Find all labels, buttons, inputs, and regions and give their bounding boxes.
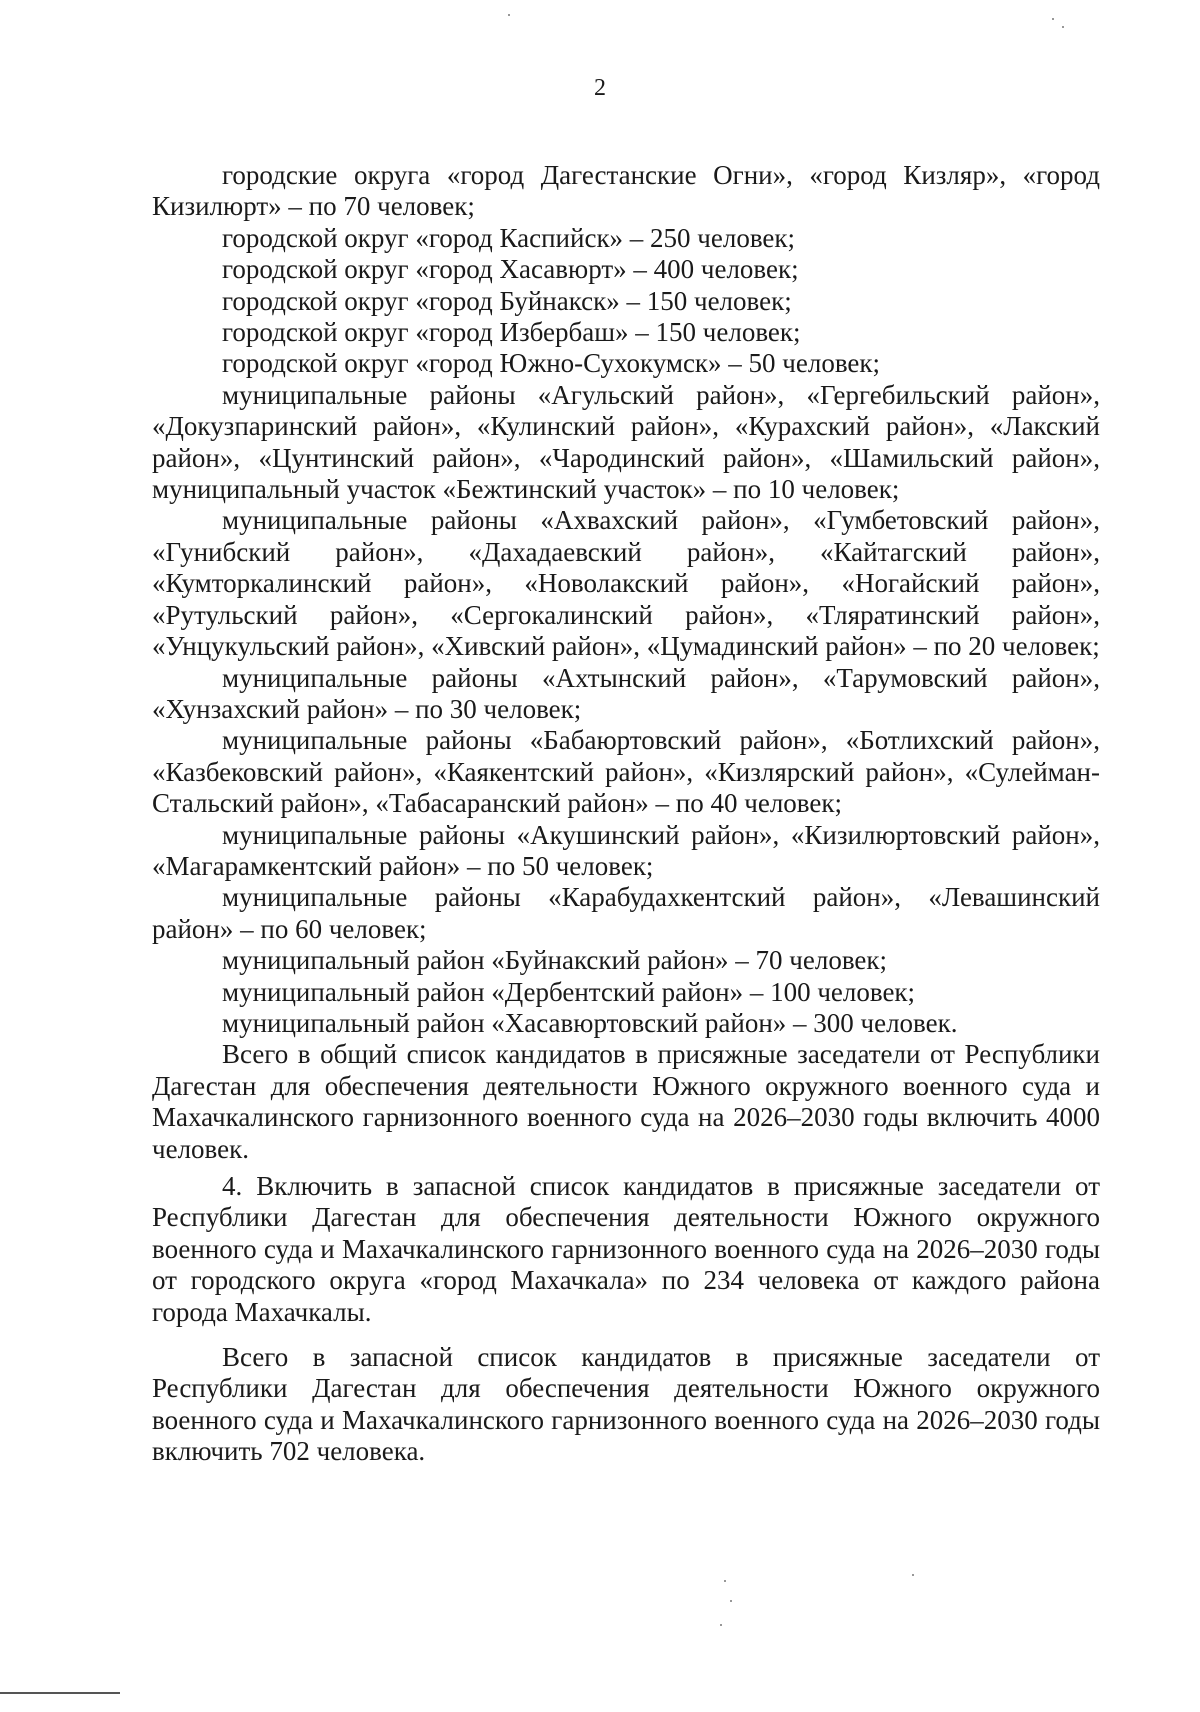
scan-speck <box>720 1624 722 1626</box>
paragraph-khasavyurtovsky-district: муниципальный район «Хасавюртовский район» – 300 человек. <box>222 1007 958 1038</box>
paragraph-kaspiysk: городской округ «город Каспийск» – 250 человек; <box>222 222 796 253</box>
scan-speck <box>724 1580 726 1582</box>
paragraph-derbentsky-district: муниципальный район «Дербентский район» – 100 человек; <box>222 976 916 1007</box>
paragraph-districts-20: муниципальные районы «Ахвахский район», «Гумбетовский район», «Гунибский район», «Дахадаевский район», «Кайтагский район», «Кумторкалинский район», «Новолакский район», «Ногайский район», «Рутульский район», «Сергокалинский район», «Тляратинский район», «Унцукульский район», «Хивский район», «Цумадинский район» – по 20 человек; <box>152 505 1100 662</box>
scan-speck <box>1052 18 1054 20</box>
paragraph-izberbash: городской округ «город Избербаш» – 150 человек; <box>222 317 801 348</box>
scan-speck <box>508 14 510 16</box>
paragraph-districts-10: муниципальные районы «Агульский район», «Гергебильский район», «Докузпаринский район», «Кулинский район», «Курахский район», «Лакский район», «Цунтинский район», «Чародинский район», «Шамильский район», муниципальный участок «Бежтинский участок» – по 10 человек; <box>152 379 1100 505</box>
paragraph-districts-60: муниципальные районы «Карабудахкентский район», «Левашинский район» – по 60 человек; <box>152 882 1100 944</box>
paragraph-buynaksky-district: муниципальный район «Буйнакский район» – 70 человек; <box>222 945 888 976</box>
paragraph-city-districts-group: городские округа «город Дагестанские Огни», «город Кизляр», «город Кизилюрт» – по 70 человек; <box>152 160 1100 222</box>
scan-speck <box>1062 26 1064 28</box>
scan-speck <box>730 1600 732 1602</box>
paragraph-buynaksk: городской округ «город Буйнакск» – 150 человек; <box>222 285 792 316</box>
scan-edge-line <box>0 1692 120 1694</box>
page-number: 2 <box>594 75 606 101</box>
paragraph-general-list-total: Всего в общий список кандидатов в присяжные заседатели от Республики Дагестан для обеспечения деятельности Южного окружного военного суда и Махачкалинского гарнизонного военного суда на 2026–2030 годы включить 4000 человек. <box>152 1039 1100 1164</box>
paragraph-districts-40: муниципальные районы «Бабаюртовский район», «Ботлихский район», «Казбековский район», «Каякентский район», «Кизлярский район», «Сулейман-Стальский район», «Табасаранский район» – по 40 человек; <box>152 725 1100 819</box>
document-body <box>152 160 1100 1468</box>
paragraph-districts-50: муниципальные районы «Акушинский район», «Кизилюртовский район», «Магарамкентский район» – по 50 человек; <box>152 819 1100 881</box>
scan-speck <box>912 1574 914 1576</box>
paragraph-khasavyurt: городской округ «город Хасавюрт» – 400 человек; <box>222 254 799 285</box>
paragraph-districts-30: муниципальные районы «Ахтынский район», «Тарумовский район», «Хунзахский район» – по 30 человек; <box>152 662 1100 724</box>
paragraph-yuzhno-sukhokumsk: городской округ «город Южно-Сухокумск» – 50 человек; <box>222 348 881 379</box>
paragraph-item-4-reserve-list: 4. Включить в запасной список кандидатов в присяжные заседатели от Республики Дагестан для обеспечения деятельности Южного окружного военного суда и Махачкалинского гарнизонного военного суда на 2026–2030 годы от городского округа «город Махачкала» по 234 человека от каждого района города Махачкалы. <box>152 1171 1100 1327</box>
paragraph-reserve-list-total: Всего в запасной список кандидатов в присяжные заседатели от Республики Дагестан для обеспечения деятельности Южного окружного военного суда и Махачкалинского гарнизонного военного суда на 2026–2030 годы включить 702 человека. <box>152 1342 1100 1467</box>
